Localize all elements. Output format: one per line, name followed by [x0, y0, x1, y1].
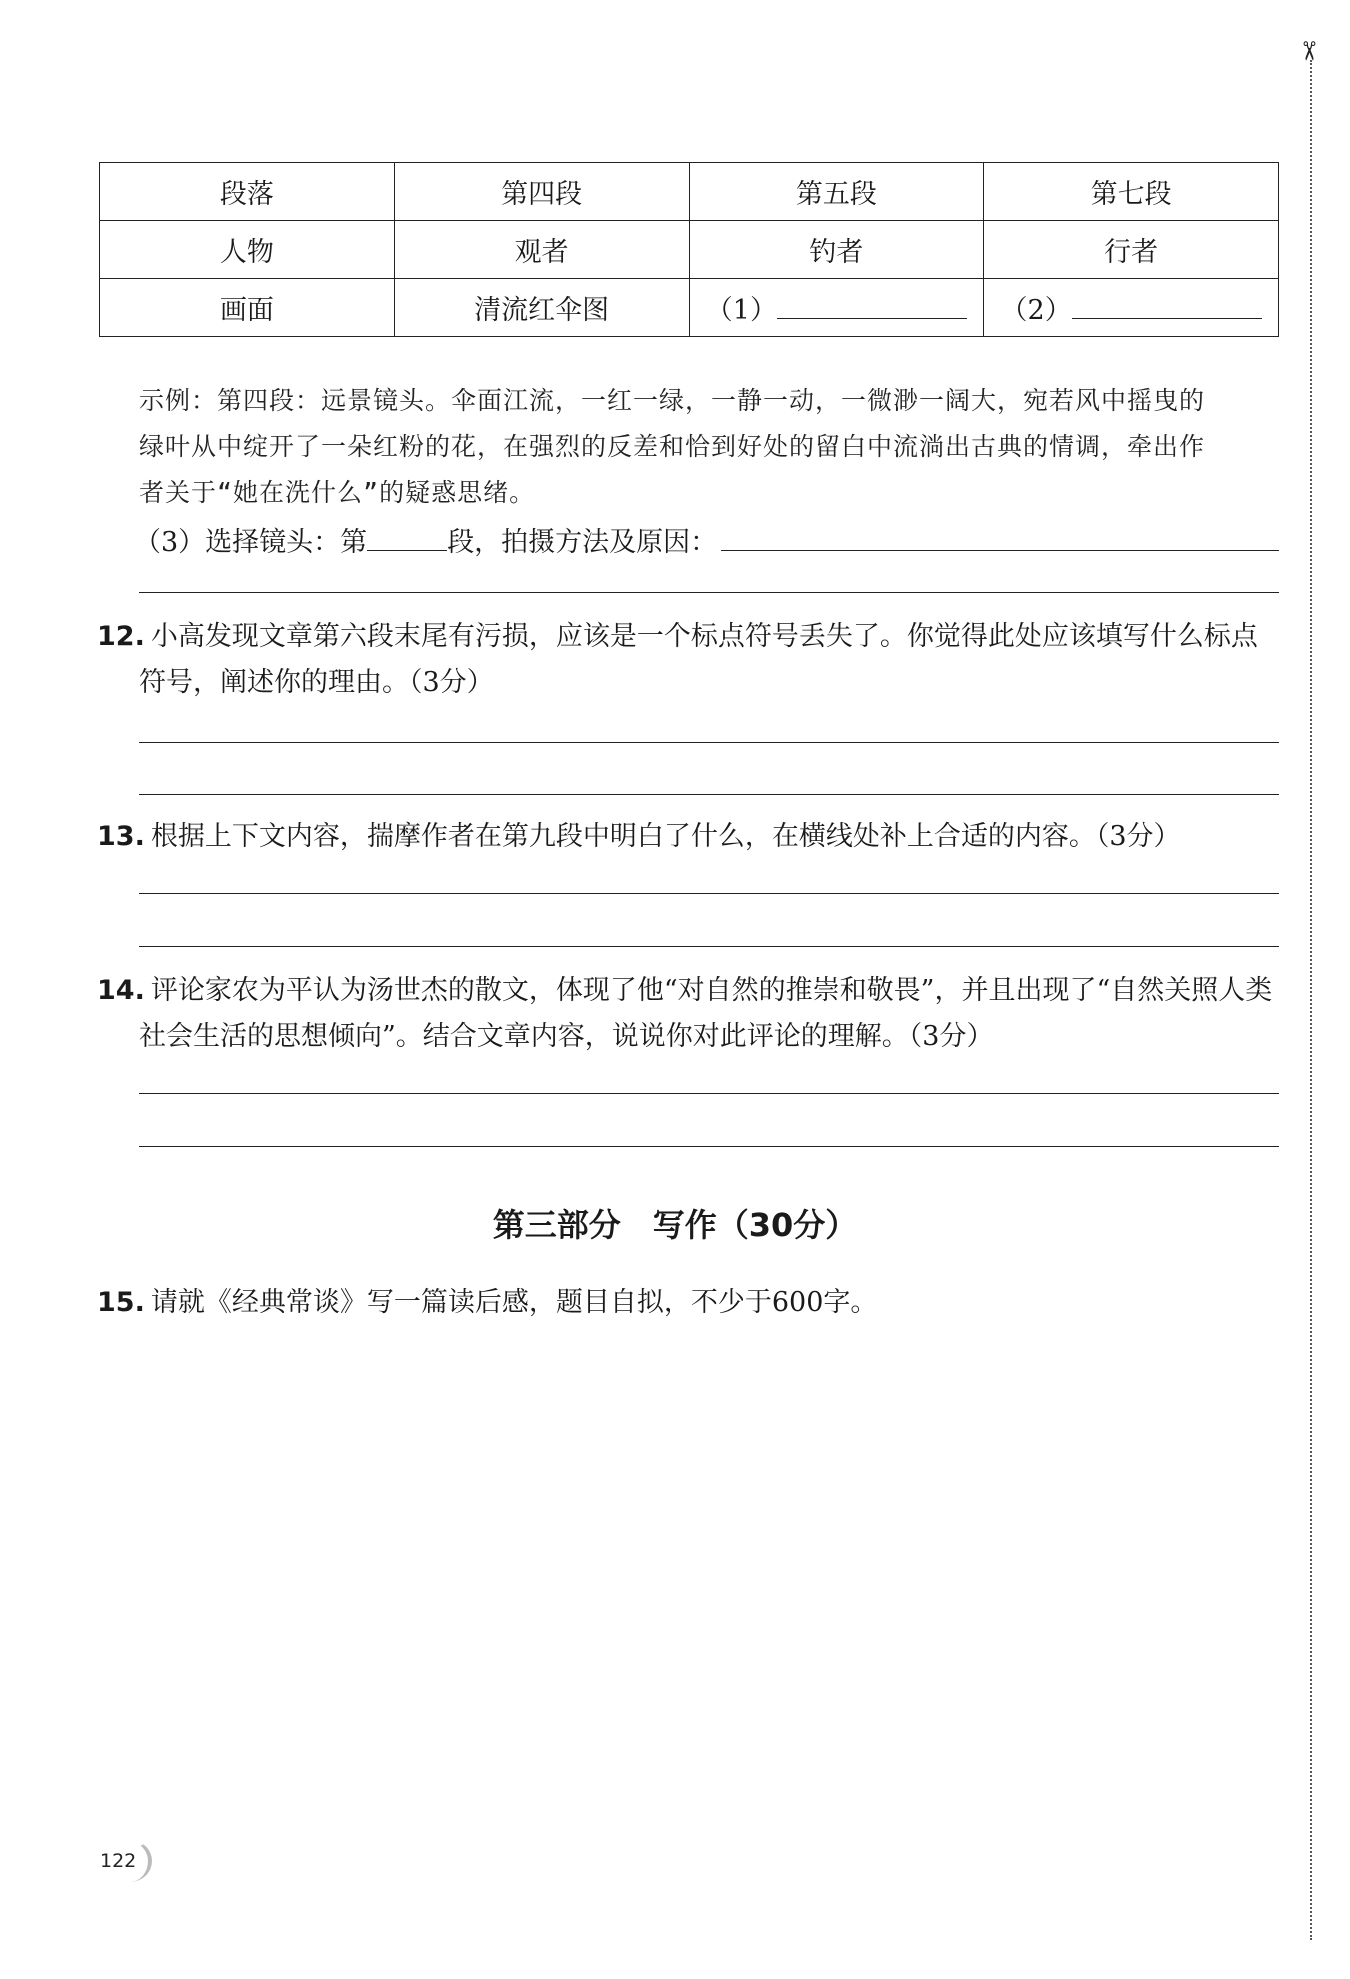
page-number	[100, 1840, 148, 1882]
answer-blank[interactable]	[777, 291, 967, 319]
answer-line[interactable]	[139, 1093, 1279, 1094]
table-cell: 行者	[984, 221, 1279, 279]
question-11-part-3	[134, 520, 1279, 559]
table-cell: 清流红伞图	[394, 279, 689, 337]
table-cell: 第七段	[984, 163, 1279, 221]
q3-prefix: （3）选择镜头：第	[134, 527, 368, 558]
table-row	[100, 163, 1279, 221]
question-12	[97, 614, 1282, 706]
table-row	[100, 279, 1279, 337]
blank-label: （2）	[1000, 295, 1072, 326]
question-14	[97, 968, 1282, 1060]
table-cell: 人物	[100, 221, 395, 279]
answer-line[interactable]	[139, 794, 1279, 795]
table-cell: 钓者	[689, 221, 984, 279]
example-line: 者关于“她在洗什么”的疑惑思绪。	[139, 478, 536, 507]
table-cell: 画面	[100, 279, 395, 337]
example-line: 示例：第四段：远景镜头。伞面江流，一红一绿，一静一动，一微渺一阔大，宛若风中摇曳的	[139, 386, 1206, 415]
answer-line[interactable]	[139, 592, 1279, 593]
table-cell: 第四段	[394, 163, 689, 221]
table-cell-blank-2[interactable]	[984, 279, 1279, 337]
answer-line[interactable]	[139, 742, 1279, 743]
table-cell: 观者	[394, 221, 689, 279]
question-number: 13.	[97, 821, 145, 852]
question-text: 小高发现文章第六段末尾有污损，应该是一个标点符号丢失了。你觉得此处应该填写什么标点符号，阐述你的理由。（3分）	[139, 621, 1258, 698]
question-number: 15.	[97, 1287, 145, 1318]
question-text: 请就《经典常谈》写一篇读后感，题目自拟，不少于600字。	[150, 1287, 878, 1318]
question-number: 12.	[97, 621, 145, 652]
answer-line[interactable]	[139, 1146, 1279, 1147]
answer-line[interactable]	[139, 946, 1279, 947]
example-line: 绿叶从中绽开了一朵红粉的花，在强烈的反差和恰到好处的留白中流淌出古典的情调，牵出作	[139, 432, 1206, 461]
blank-label: （1）	[705, 295, 777, 326]
question-text: 根据上下文内容，揣摩作者在第九段中明白了什么，在横线处补上合适的内容。（3分）	[150, 821, 1181, 852]
question-number: 14.	[97, 975, 145, 1006]
table-cell: 第五段	[689, 163, 984, 221]
scissors-icon: ✂	[1292, 40, 1323, 62]
table-cell-blank-1[interactable]	[689, 279, 984, 337]
question-13	[97, 814, 1282, 860]
q3-mid: 段，拍摄方法及原因：	[447, 527, 718, 558]
answer-blank[interactable]	[1072, 291, 1262, 319]
cut-line	[1310, 60, 1312, 1940]
answer-line[interactable]	[721, 523, 1279, 551]
answer-line[interactable]	[139, 893, 1279, 894]
question-text: 评论家农为平认为汤世杰的散文，体现了他“对自然的推崇和敬畏”，并且出现了“自然关照人类社会生活的思想倾向”。结合文章内容，说说你对此评论的理解。（3分）	[139, 975, 1273, 1052]
scene-table	[99, 162, 1279, 337]
example-text	[139, 378, 1279, 516]
answer-blank[interactable]	[367, 523, 447, 551]
table-cell: 段落	[100, 163, 395, 221]
section-title: 第三部分 写作（30分）	[492, 1206, 858, 1244]
page-number-text: 122	[100, 1850, 137, 1872]
table-row	[100, 221, 1279, 279]
question-15	[97, 1280, 1282, 1326]
